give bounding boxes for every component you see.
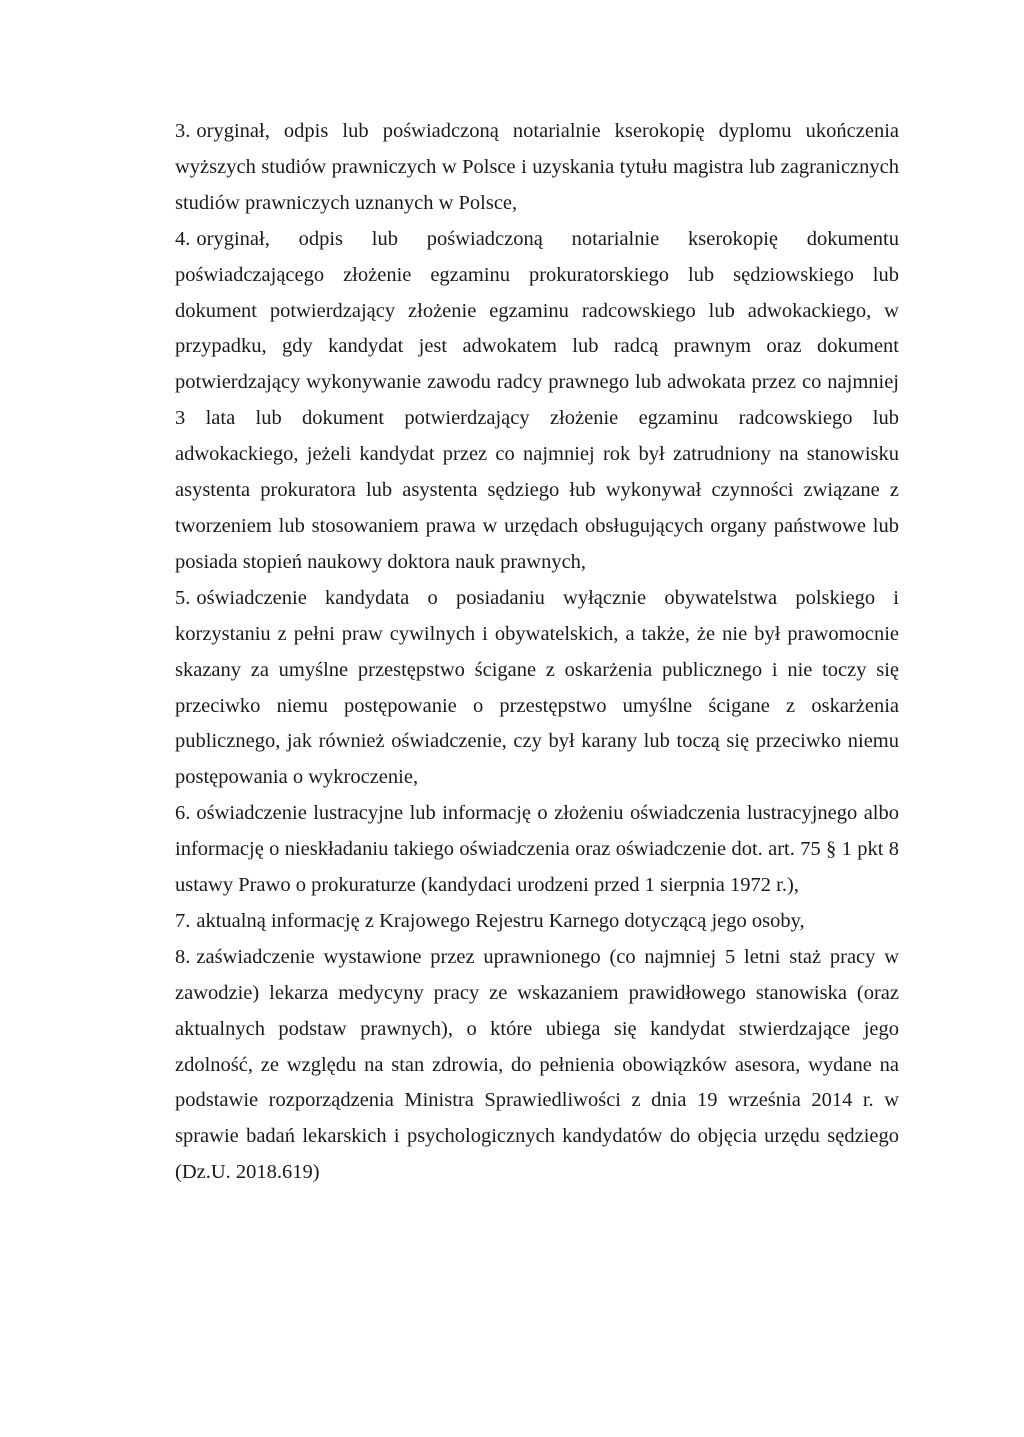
list-item [175, 114, 899, 222]
item-text: oświadczenie kandydata o posiadaniu wyłącznie obywatelstwa polskiego i korzystaniu z pełni praw cywilnych i obywatelskich, a także, że nie był prawomocnie skazany za umyślne przestępstwo ścigane z oskarżenia publicznego i nie toczy się przeciwko niemu postępowanie o przestępstwo umyślne ścigane z oskarżenia publicznego, jak również oświadczenie, czy był karany lub toczą się przeciwko niemu postępowania o wykroczenie, [175, 586, 899, 789]
list-item [175, 796, 899, 904]
item-text: oryginał, odpis lub poświadczoną notarialnie kserokopię dyplomu ukończenia wyższych studiów prawniczych w Polsce i uzyskania tytułu magistra lub zagranicznych studiów prawniczych uznanych w Polsce, [175, 120, 899, 214]
requirements-list [175, 114, 899, 1191]
item-text: aktualną informację z Krajowego Rejestru Karnego dotyczącą jego osoby, [196, 909, 805, 932]
list-item [175, 581, 899, 796]
list-item [175, 222, 899, 581]
item-text: oświadczenie lustracyjne lub informację o złożeniu oświadczenia lustracyjnego albo informację o nieskładaniu takiego oświadczenia oraz oświadczenie dot. art. 75 § 1 pkt 8 ustawy Prawo o prokuraturze (kandydaci urodzeni przed 1 sierpnia 1972 r.), [175, 802, 899, 897]
item-number: 3. [175, 120, 191, 142]
item-text: oryginał, odpis lub poświadczoną notarialnie kserokopię dokumentu poświadczającego złożenie egzaminu prokuratorskiego lub sędziowskiego lub dokument potwierdzający złożenie egzaminu radcowskiego lub adwokackiego, w przypadku, gdy kandydat jest adwokatem lub radcą prawnym oraz dokument potwierdzający wykonywanie zawodu radcy prawnego lub adwokata przez co najmniej 3 lata lub dokument potwierdzający złożenie egzaminu radcowskiego lub adwokackiego, jeżeli kandydat przez co najmniej rok był zatrudniony na stanowisku asystenta prokuratora lub asystenta sędziego łub wykonywał czynności związane z tworzeniem lub stosowaniem prawa w urzędach obsługujących organy państwowe lub posiada stopień naukowy doktora nauk prawnych, [175, 227, 899, 573]
item-number: 4. [175, 227, 191, 250]
list-item [175, 904, 899, 940]
item-number: 7. [175, 909, 191, 932]
item-text: zaświadczenie wystawione przez uprawnionego (co najmniej 5 letni staż pracy w zawodzie) lekarza medycyny pracy ze wskazaniem prawidłowego stanowiska (oraz aktualnych podstaw prawnych), o które ubiega się kandydat stwierdzające jego zdolność, ze względu na stan zdrowia, do pełnienia obowiązków asesora, wydane na podstawie rozporządzenia Ministra Sprawiedliwości z dnia 19 września 2014 r. w sprawie badań lekarskich i psychologicznych kandydatów do objęcia urzędu sędziego (Dz.U. 2018.619) [175, 945, 899, 1184]
list-item [175, 940, 899, 1191]
item-number: 6. [175, 802, 191, 825]
item-number: 8. [175, 945, 191, 968]
item-number: 5. [175, 586, 191, 609]
